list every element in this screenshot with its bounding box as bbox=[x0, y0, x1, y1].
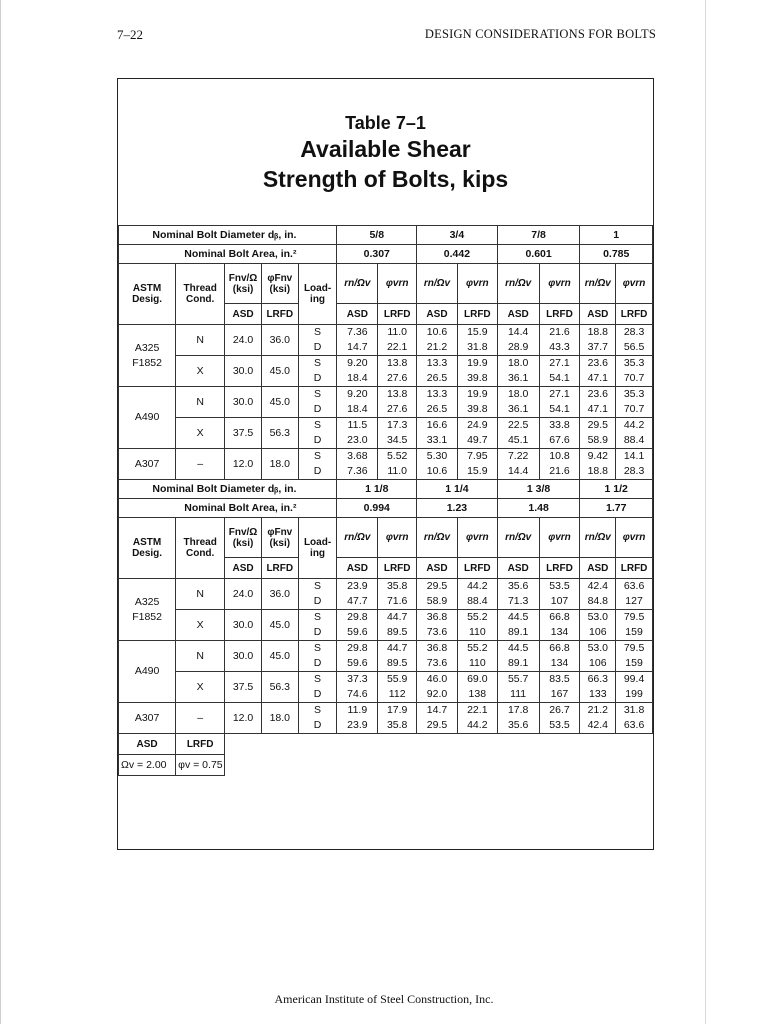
shear-value: 9.42 18.8 bbox=[580, 449, 616, 480]
thread-condition: X bbox=[176, 672, 225, 703]
shear-value: 18.8 37.7 bbox=[580, 325, 616, 356]
shear-value: 23.6 47.1 bbox=[580, 356, 616, 387]
phi-rn-header: φvrn bbox=[616, 264, 653, 304]
fnv-lrfd-value: 45.0 bbox=[261, 387, 298, 418]
loading-code: S D bbox=[298, 356, 337, 387]
fnv-lrfd-header: φFnv (ksi) bbox=[261, 518, 298, 558]
thread-header: Thread Cond. bbox=[176, 264, 225, 325]
bolt-diameter: 1 3/8 bbox=[497, 480, 580, 499]
page-number: 7–22 bbox=[117, 27, 143, 42]
nominal-area-label: Nominal Bolt Area, in.² bbox=[119, 245, 337, 264]
lrfd-subheader: LRFD bbox=[261, 304, 298, 325]
shear-value: 14.7 29.5 bbox=[417, 703, 458, 734]
shear-value: 17.8 35.6 bbox=[497, 703, 539, 734]
rn-omega-header: rn/Ωv bbox=[497, 518, 539, 558]
shear-value: 19.9 39.8 bbox=[457, 387, 497, 418]
fnv-asd-value: 24.0 bbox=[225, 325, 262, 356]
fnv-asd-value: 12.0 bbox=[225, 449, 262, 480]
rn-omega-header: rn/Ωv bbox=[497, 264, 539, 304]
shear-value: 63.6 127 bbox=[616, 579, 653, 610]
rn-omega-header: rn/Ωv bbox=[337, 264, 378, 304]
thread-condition: N bbox=[176, 387, 225, 418]
shear-value: 66.3 133 bbox=[580, 672, 616, 703]
shear-value: 24.9 49.7 bbox=[457, 418, 497, 449]
shear-value: 5.52 11.0 bbox=[378, 449, 417, 480]
footnote-lrfd-label: LRFD bbox=[176, 734, 225, 755]
shear-strength-table bbox=[118, 225, 653, 776]
lrfd-subheader: LRFD bbox=[261, 558, 298, 579]
asd-subheader: ASD bbox=[417, 558, 458, 579]
shear-value: 22.5 45.1 bbox=[497, 418, 539, 449]
fnv-lrfd-value: 56.3 bbox=[261, 418, 298, 449]
shear-value: 22.1 44.2 bbox=[457, 703, 497, 734]
shear-value: 11.9 23.9 bbox=[337, 703, 378, 734]
shear-value: 66.8 134 bbox=[539, 641, 580, 672]
loading-code: S D bbox=[298, 703, 337, 734]
shear-value: 55.9 112 bbox=[378, 672, 417, 703]
asd-subheader: ASD bbox=[337, 304, 378, 325]
shear-value: 7.36 14.7 bbox=[337, 325, 378, 356]
thread-condition: X bbox=[176, 418, 225, 449]
shear-value: 11.0 22.1 bbox=[378, 325, 417, 356]
asd-subheader: ASD bbox=[225, 304, 262, 325]
astm-header: ASTM Desig. bbox=[119, 518, 176, 579]
fnv-lrfd-header: φFnv (ksi) bbox=[261, 264, 298, 304]
fnv-asd-value: 30.0 bbox=[225, 610, 262, 641]
shear-value: 36.8 73.6 bbox=[417, 610, 458, 641]
shear-value: 23.6 47.1 bbox=[580, 387, 616, 418]
astm-designation: A307 bbox=[119, 449, 176, 480]
lrfd-subheader: LRFD bbox=[616, 304, 653, 325]
bolt-diameter: 1 1/8 bbox=[337, 480, 417, 499]
table-title-area bbox=[118, 79, 653, 225]
loading-header: Load- ing bbox=[298, 264, 337, 325]
loading-code: S D bbox=[298, 449, 337, 480]
shear-value: 18.0 36.1 bbox=[497, 387, 539, 418]
thread-condition: X bbox=[176, 610, 225, 641]
shear-value: 55.2 110 bbox=[457, 641, 497, 672]
lrfd-subheader: LRFD bbox=[616, 558, 653, 579]
shear-value: 27.1 54.1 bbox=[539, 356, 580, 387]
loading-code: S D bbox=[298, 641, 337, 672]
shear-value: 21.2 42.4 bbox=[580, 703, 616, 734]
nominal-diameter-label: Nominal Bolt Diameter dᵦ, in. bbox=[119, 226, 337, 245]
loading-code: S D bbox=[298, 610, 337, 641]
astm-designation: A325 F1852 bbox=[119, 579, 176, 641]
fnv-lrfd-value: 18.0 bbox=[261, 703, 298, 734]
asd-subheader: ASD bbox=[580, 558, 616, 579]
shear-value: 19.9 39.8 bbox=[457, 356, 497, 387]
shear-value: 5.30 10.6 bbox=[417, 449, 458, 480]
phi-rn-header: φvrn bbox=[378, 264, 417, 304]
asd-subheader: ASD bbox=[497, 304, 539, 325]
fnv-lrfd-value: 45.0 bbox=[261, 641, 298, 672]
shear-value: 9.20 18.4 bbox=[337, 387, 378, 418]
astm-header: ASTM Desig. bbox=[119, 264, 176, 325]
asd-subheader: ASD bbox=[225, 558, 262, 579]
bolt-area: 0.601 bbox=[497, 245, 580, 264]
shear-value: 53.0 106 bbox=[580, 641, 616, 672]
shear-value: 29.5 58.9 bbox=[580, 418, 616, 449]
fnv-asd-value: 37.5 bbox=[225, 418, 262, 449]
shear-value: 35.6 71.3 bbox=[497, 579, 539, 610]
astm-designation: A307 bbox=[119, 703, 176, 734]
nominal-diameter-label: Nominal Bolt Diameter dᵦ, in. bbox=[119, 480, 337, 499]
shear-value: 27.1 54.1 bbox=[539, 387, 580, 418]
rn-omega-header: rn/Ωv bbox=[580, 264, 616, 304]
loading-code: S D bbox=[298, 387, 337, 418]
footnote-blank bbox=[225, 734, 653, 776]
loading-code: S D bbox=[298, 418, 337, 449]
shear-value: 10.8 21.6 bbox=[539, 449, 580, 480]
fnv-lrfd-value: 36.0 bbox=[261, 325, 298, 356]
shear-value: 29.8 59.6 bbox=[337, 641, 378, 672]
running-head: DESIGN CONSIDERATIONS FOR BOLTS bbox=[424, 27, 656, 41]
shear-value: 79.5 159 bbox=[616, 610, 653, 641]
shear-value: 17.3 34.5 bbox=[378, 418, 417, 449]
shear-value: 10.6 21.2 bbox=[417, 325, 458, 356]
shear-value: 7.22 14.4 bbox=[497, 449, 539, 480]
lrfd-subheader: LRFD bbox=[539, 304, 580, 325]
table-title-line1: Available Shear bbox=[300, 136, 471, 162]
shear-value: 66.8 134 bbox=[539, 610, 580, 641]
fnv-lrfd-value: 45.0 bbox=[261, 356, 298, 387]
phi-rn-header: φvrn bbox=[378, 518, 417, 558]
footnote-omega: Ωv = 2.00 bbox=[119, 755, 176, 776]
loading-code: S D bbox=[298, 325, 337, 356]
shear-value: 44.7 89.5 bbox=[378, 610, 417, 641]
rn-omega-header: rn/Ωv bbox=[337, 518, 378, 558]
shear-value: 13.8 27.6 bbox=[378, 387, 417, 418]
fnv-asd-value: 30.0 bbox=[225, 356, 262, 387]
lrfd-subheader: LRFD bbox=[378, 558, 417, 579]
shear-value: 3.68 7.36 bbox=[337, 449, 378, 480]
shear-value: 44.2 88.4 bbox=[616, 418, 653, 449]
asd-subheader: ASD bbox=[337, 558, 378, 579]
lrfd-subheader: LRFD bbox=[378, 304, 417, 325]
shear-value: 28.3 56.5 bbox=[616, 325, 653, 356]
footnote-phi: φv = 0.75 bbox=[176, 755, 225, 776]
shear-value: 18.0 36.1 bbox=[497, 356, 539, 387]
fnv-lrfd-value: 56.3 bbox=[261, 672, 298, 703]
shear-value: 31.8 63.6 bbox=[616, 703, 653, 734]
bolt-diameter: 7/8 bbox=[497, 226, 580, 245]
shear-value: 44.2 88.4 bbox=[457, 579, 497, 610]
phi-rn-header: φvrn bbox=[539, 264, 580, 304]
asd-subheader: ASD bbox=[580, 304, 616, 325]
thread-condition: X bbox=[176, 356, 225, 387]
asd-subheader: ASD bbox=[497, 558, 539, 579]
shear-value: 11.5 23.0 bbox=[337, 418, 378, 449]
fnv-lrfd-value: 36.0 bbox=[261, 579, 298, 610]
loading-code: S D bbox=[298, 672, 337, 703]
bolt-area: 0.994 bbox=[337, 499, 417, 518]
lrfd-subheader: LRFD bbox=[457, 304, 497, 325]
shear-value: 33.8 67.6 bbox=[539, 418, 580, 449]
shear-value: 29.5 58.9 bbox=[417, 579, 458, 610]
shear-value: 15.9 31.8 bbox=[457, 325, 497, 356]
shear-value: 35.3 70.7 bbox=[616, 356, 653, 387]
loading-code: S D bbox=[298, 579, 337, 610]
bolt-area: 0.785 bbox=[580, 245, 653, 264]
shear-value: 53.0 106 bbox=[580, 610, 616, 641]
thread-condition: N bbox=[176, 579, 225, 610]
bolt-area: 1.77 bbox=[580, 499, 653, 518]
shear-value: 26.7 53.5 bbox=[539, 703, 580, 734]
thread-condition: – bbox=[176, 703, 225, 734]
lrfd-subheader: LRFD bbox=[539, 558, 580, 579]
shear-value: 17.9 35.8 bbox=[378, 703, 417, 734]
asd-subheader: ASD bbox=[417, 304, 458, 325]
page-edge bbox=[0, 0, 1, 1024]
thread-condition: – bbox=[176, 449, 225, 480]
shear-value: 13.3 26.5 bbox=[417, 356, 458, 387]
bolt-diameter: 3/4 bbox=[417, 226, 498, 245]
shear-value: 79.5 159 bbox=[616, 641, 653, 672]
shear-value: 44.5 89.1 bbox=[497, 610, 539, 641]
shear-value: 13.8 27.6 bbox=[378, 356, 417, 387]
bolt-diameter: 1 bbox=[580, 226, 653, 245]
fnv-asd-value: 30.0 bbox=[225, 387, 262, 418]
fnv-asd-header: Fnv/Ω (ksi) bbox=[225, 518, 262, 558]
fnv-lrfd-value: 18.0 bbox=[261, 449, 298, 480]
shear-value: 36.8 73.6 bbox=[417, 641, 458, 672]
phi-rn-header: φvrn bbox=[457, 264, 497, 304]
bolt-area: 0.442 bbox=[417, 245, 498, 264]
shear-value: 83.5 167 bbox=[539, 672, 580, 703]
page-footer: American Institute of Steel Construction, Inc. bbox=[274, 992, 494, 1006]
shear-value: 9.20 18.4 bbox=[337, 356, 378, 387]
shear-value: 55.2 110 bbox=[457, 610, 497, 641]
astm-designation: A490 bbox=[119, 387, 176, 449]
thread-condition: N bbox=[176, 641, 225, 672]
shear-value: 69.0 138 bbox=[457, 672, 497, 703]
rn-omega-header: rn/Ωv bbox=[417, 518, 458, 558]
shear-value: 29.8 59.6 bbox=[337, 610, 378, 641]
phi-rn-header: φvrn bbox=[539, 518, 580, 558]
phi-rn-header: φvrn bbox=[457, 518, 497, 558]
bolt-area: 1.23 bbox=[417, 499, 498, 518]
thread-header: Thread Cond. bbox=[176, 518, 225, 579]
astm-designation: A325 F1852 bbox=[119, 325, 176, 387]
shear-value: 23.9 47.7 bbox=[337, 579, 378, 610]
shear-value: 35.3 70.7 bbox=[616, 387, 653, 418]
bolt-diameter: 1 1/4 bbox=[417, 480, 498, 499]
table-title-line2: Strength of Bolts, kips bbox=[262, 166, 509, 192]
phi-rn-header: φvrn bbox=[616, 518, 653, 558]
rn-omega-header: rn/Ωv bbox=[580, 518, 616, 558]
bolt-diameter: 5/8 bbox=[337, 226, 417, 245]
shear-value: 44.5 89.1 bbox=[497, 641, 539, 672]
shear-value: 99.4 199 bbox=[616, 672, 653, 703]
shear-value: 14.4 28.9 bbox=[497, 325, 539, 356]
nominal-area-label: Nominal Bolt Area, in.² bbox=[119, 499, 337, 518]
astm-designation: A490 bbox=[119, 641, 176, 703]
shear-value: 42.4 84.8 bbox=[580, 579, 616, 610]
shear-value: 14.1 28.3 bbox=[616, 449, 653, 480]
fnv-asd-value: 37.5 bbox=[225, 672, 262, 703]
fnv-asd-value: 24.0 bbox=[225, 579, 262, 610]
lrfd-subheader: LRFD bbox=[457, 558, 497, 579]
shear-value: 7.95 15.9 bbox=[457, 449, 497, 480]
shear-value: 44.7 89.5 bbox=[378, 641, 417, 672]
shear-value: 16.6 33.1 bbox=[417, 418, 458, 449]
shear-value: 46.0 92.0 bbox=[417, 672, 458, 703]
page-edge-right bbox=[705, 0, 706, 1024]
shear-value: 35.8 71.6 bbox=[378, 579, 417, 610]
table-frame bbox=[117, 78, 654, 850]
bolt-area: 1.48 bbox=[497, 499, 580, 518]
bolt-area: 0.307 bbox=[337, 245, 417, 264]
shear-value: 53.5 107 bbox=[539, 579, 580, 610]
fnv-asd-header: Fnv/Ω (ksi) bbox=[225, 264, 262, 304]
bolt-diameter: 1 1/2 bbox=[580, 480, 653, 499]
thread-condition: N bbox=[176, 325, 225, 356]
shear-value: 37.3 74.6 bbox=[337, 672, 378, 703]
shear-value: 21.6 43.3 bbox=[539, 325, 580, 356]
loading-header: Load- ing bbox=[298, 518, 337, 579]
fnv-asd-value: 12.0 bbox=[225, 703, 262, 734]
shear-value: 55.7 111 bbox=[497, 672, 539, 703]
shear-value: 13.3 26.5 bbox=[417, 387, 458, 418]
fnv-lrfd-value: 45.0 bbox=[261, 610, 298, 641]
rn-omega-header: rn/Ωv bbox=[417, 264, 458, 304]
fnv-asd-value: 30.0 bbox=[225, 641, 262, 672]
table-number: Table 7–1 bbox=[345, 113, 426, 133]
footnote-asd-label: ASD bbox=[119, 734, 176, 755]
